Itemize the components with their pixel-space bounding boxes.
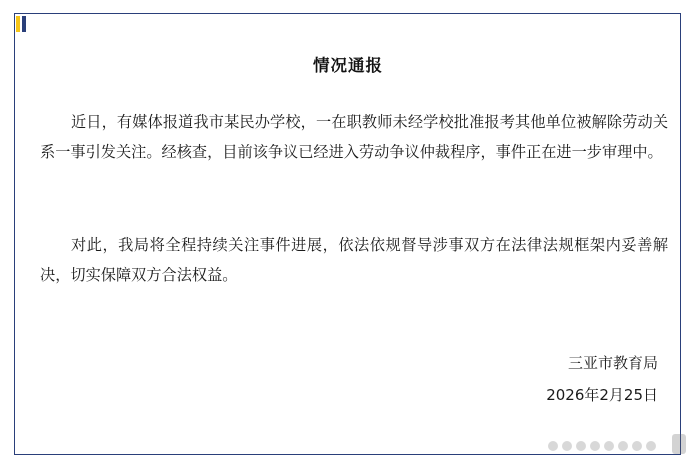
platform-watermark-icon (548, 432, 688, 458)
signature-organization: 三亚市教育局 (567, 354, 658, 372)
watermark-dot (604, 441, 614, 451)
watermark-dot (590, 441, 600, 451)
watermark-dot (646, 441, 656, 451)
corner-stripe-blue (22, 16, 26, 32)
corner-stripe-yellow (16, 16, 20, 32)
watermark-dot (576, 441, 586, 451)
notice-title: 情况通报 (313, 56, 383, 75)
watermark-dot (618, 441, 628, 451)
watermark-logo (672, 434, 686, 454)
notice-paragraph-2: 对此，我局将全程持续关注事件进展，依法依规督导涉事双方在法律法规框架内妥善解决，切实保障双方合法权益。 (40, 236, 668, 284)
corner-stripe-icon (16, 16, 30, 32)
watermark-dot (548, 441, 558, 451)
signature-date: 2026年2月25日 (546, 386, 658, 404)
watermark-dot (562, 441, 572, 451)
watermark-dot (632, 441, 642, 451)
notice-paragraph-1: 近日，有媒体报道我市某民办学校，一在职教师未经学校批准报考其他单位被解除劳动关系一事引发关注。经核查，目前该争议已经进入劳动争议仲裁程序，事件正在进一步审理中。 (40, 113, 668, 161)
